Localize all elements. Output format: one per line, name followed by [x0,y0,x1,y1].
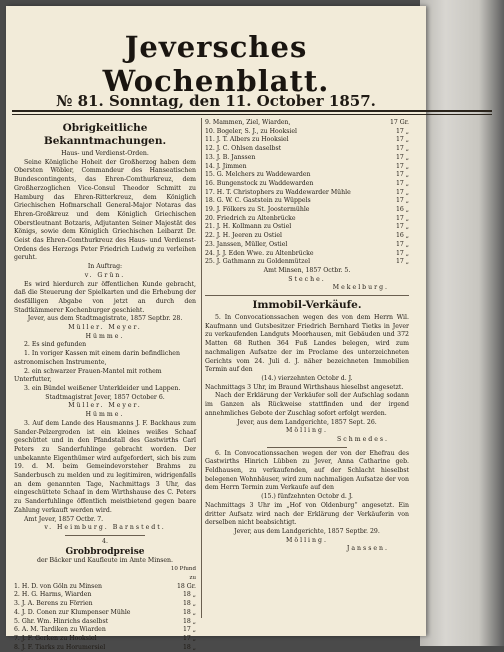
baker-name: 25. J. Gathmann zu Goldenmützel [205,258,311,266]
bread-price: 18 „ [182,591,196,599]
bread-price-row [205,215,409,224]
bread-price: 17 „ [395,127,409,135]
left-column [14,119,196,652]
baker-name: 11. J. T. Albers zu Hooksiel [205,136,289,144]
bread-price-row [205,223,409,232]
bread-price-row [14,644,196,652]
bread-price: 16 „ [395,232,409,240]
estate-notice-5-signature-2: Schmedes. [337,435,389,443]
bread-signature-2: Mekelburg. [332,284,389,292]
bread-price-row [205,171,409,180]
bread-price-row [205,180,409,189]
bread-price-row [205,189,409,198]
baker-name: 15. G. Melchers zu Waddewarden [205,171,311,179]
bread-price: 17 „ [395,258,409,266]
bread-price: 17 „ [395,240,409,248]
bread-price-row [14,583,196,592]
estate-notice-6-time: Nachmittags 3 Uhr im „Hof von Oldenburg“ angesetzt. Ein dritter Aufsatz wird nach der Erklärung der Verkäuferin von derselben nicht beabsichtigt. [205,501,409,527]
bread-price: 17 „ [395,179,409,187]
bread-unit-header: 10 Pfund [170,566,196,573]
baker-name: 13. J. B. Janssen [205,153,256,161]
estate-notice-6-date: (15.) fünfzehnten Octobr d. J. [261,493,353,501]
baker-name: 8. J. F. Tiarks zu Horumersiel [14,643,106,651]
bread-price: 17 „ [395,171,409,179]
divider [65,535,145,536]
header-rule [12,110,492,112]
notice-sheep-signature: v. Heimburg. Barnstedt. [44,524,166,532]
baker-name: 18. G. W. C. Gaststein zu Wüppels [205,197,311,205]
estate-notice-5-terms: Nach der Erklärung der Verkäufer soll der Aufschlag sodann im Ganzen als Rückweise stattfinden und der irgend annehmliches Gebote der Zuschlag sofort erfolgt werden. [205,392,409,417]
notice-cards-signature-2: Hümme. [85,332,125,340]
estate-notice-5-signature: Mölling. [286,427,328,435]
estate-notice-6-signature-2: Janssen. [346,545,389,553]
notice-found-signature-2: Hümme. [85,411,125,419]
bread-notice-number: 4. [102,537,108,545]
bread-price: 17 „ [395,136,409,144]
notice-cards-text: Es wird hierdurch zur öffentlichen Kunde gebracht, daß die Steuerung der Spielkarten und die Erhebung der desfälligen Abgabe von jetzt an durch den Stadtkämmerer Kochenburger geschieht. [14,280,196,314]
bread-place: Amt Minsen, 1857 Octbr. 5. [263,266,351,274]
masthead-title: Jeversches Wochenblatt. [102,30,330,98]
bread-price-list-continued [205,119,409,267]
bread-price: 17 „ [395,214,409,222]
found-item: 3. ein Bündel weißener Unterkleider und Lappen. [24,384,181,392]
divider [267,447,347,448]
book-page-edges [420,0,504,646]
notice-cards-place: Jever, aus dem Stadtmagistrate, 1857 Septbr. 28. [27,315,183,323]
baker-name: 6. A. M. Tardiken zu Wiarden [14,626,106,634]
baker-name: 20. Friedrich zu Altenbrücke [205,214,296,222]
baker-name: 16. Bungenstock zu Waddewarden [205,179,314,187]
bread-price-row [205,206,409,215]
baker-name: 1. H. D. von Göln zu Minsen [14,582,102,590]
bread-price: 17 „ [395,188,409,196]
bread-price-row [205,241,409,250]
bread-price: 17 „ [182,626,196,634]
baker-name: 9. Mammen, Ziel, Wiarden, [205,119,291,126]
baker-name: 7. J. F. Gerken zu Hooksiel [14,634,97,642]
bread-price-row [14,600,196,609]
section-official-notices-title: Obrigkeitliche Bekanntmachungen. [43,122,167,147]
bread-price-row [205,154,409,163]
bread-price-row [205,163,409,172]
baker-name: 10. Bogeler, S. J., zu Hooksiel [205,127,298,135]
bread-price-row [205,119,409,128]
notice-found-heading: 2. Es sind gefunden [24,341,87,349]
estate-notice-5-text: 5. In Convocationssachen wegen des von dem Herrn Wil. Kaufmann und Gutsbesitzer Friedrich Bernhard Tietks in Jever zu verkaufenden Landguts Moorhausen, mit Gebäuden und 372 Matten 68 Ruthen 364 Fuß Landes belegen, wird zum nachmaligen Aufsatze der im Proclame des unterzeichneten Gerichts vom 24. Juli d. J. näher bezeichneten Immobilien Termin auf den [205,314,409,374]
issue-dateline: № 81. Sonntag, den 11. October 1857. [56,92,376,110]
bread-price: 18 Gr. [176,582,196,590]
bread-price-list [14,583,196,652]
found-item: 1. In voriger Kassen mit einem darin befindlichen astronomischen Instrumente, [14,350,180,366]
bread-price-row [205,197,409,206]
estate-notice-6-signature: Mölling. [286,536,328,544]
notice-cards-signature: Müller. Meyer. [68,324,142,332]
estate-notice-6-text: 6. In Convocationssachen wegen der von der Ehefrau des Gastwirths Hinrich Lübben zu Jever, Anna Catharine geb. Feldhausen, zu verkaufenden, auf der Schlacht hieselbst belegenen Wohnhäuser, wird zum nachmaligen Aufsatze der von dem Herrn Termin zum Verkaufe auf den [205,449,409,492]
bread-price: 18 „ [182,617,196,625]
bread-price-row [14,609,196,618]
bread-price: 16 „ [395,206,409,214]
bread-price-row [205,128,409,137]
bread-price-row [14,618,196,627]
found-item: 2. ein schwarzer Frauen-Mantel mit rothem Unterfutter, [14,367,162,384]
bread-price: 17 „ [395,223,409,231]
bread-price: 17 „ [182,634,196,642]
baker-name: 19. J. Fölkers zu St. Joostermühle [205,206,310,214]
estate-notice-5-place: Jever, aus dem Landgerichte, 1857 Sept. 26. [237,418,377,426]
baker-name: 22. J. H. Jeeren zu Ostiel [205,232,283,240]
bread-price-row [14,635,196,644]
baker-name: 24. J. J. Eden Wwe. zu Altenbrücke [205,249,314,257]
notice-sheep-place: Amt Jever, 1857 Octbr. 7. [24,515,104,523]
right-column [205,119,409,554]
baker-name: 4. J. D. Conen zur Klumpenser Mühle [14,608,131,616]
notice-sheep-text: 3. Auf dem Lande des Hausmanns J. F. Backhaus zum Sander-Pelzergroden ist ein kleines weißes Schaaf geschüttet und in den Pfandstall des Gastwirths Carl Peters zu Sanderfuhlinge gebracht worden. Der unbekannte Eigenthümer wird aufgefordert, sich bis zum 19. d. M. beim Gemeindevorsteher Brahms zu Sanderbusch zu melden und zu legitimiren, widrigenfalls an dem genannten Tage, Nachmittags 3 Uhr, das eingeschüttete Schaaf in dem Wirthshause des C. Peters zu Sanderfuhlinge öffentlich meistbietend gegen baare Zahlung verkauft werden wird. [14,419,196,514]
estate-notice-5-time: Nachmittags 3 Uhr, im Braund Wirthshaus hieselbst angesetzt. [205,383,404,391]
header-rule-thin [12,114,492,115]
bread-price-row [205,232,409,241]
order-subtitle: Haus- und Verdienst-Orden. [61,150,149,157]
notice-found-place: Stadtmagistrat Jever, 1857 October 6. [45,393,165,401]
bread-price: 17 „ [395,153,409,161]
bread-price: 17 „ [395,197,409,205]
bread-price-row [205,136,409,145]
bread-prices-title: Grobbrodpreise [65,546,145,557]
baker-name: 12. J. C. Ohlsen daselbst [205,145,282,153]
baker-name: 17. H. T. Christophers zu Waddewarder Mühle [205,188,351,196]
bread-price-row [205,258,409,267]
bread-price-row [14,591,196,600]
baker-name: 14. J. Jimmen [205,162,247,170]
bread-price-row [14,626,196,635]
bread-price: 17 „ [395,249,409,257]
divider [205,295,409,296]
notice-order-signature: v. Grün. [84,271,126,279]
notice-order-auth: In Auftrag: [87,263,123,271]
bread-price: 18 „ [182,643,196,651]
bread-price-row [205,145,409,154]
baker-name: 3. J. A. Berens zu Förrien [14,600,93,608]
baker-name: 5. Ghr. Wm. Hinrichs daselbst [14,617,109,625]
bread-signature: Steche. [288,275,326,283]
estate-notice-6-place: Jever, aus dem Landgerichte, 1857 Septbr. 29. [234,527,380,535]
notice-order-text: Seine Königliche Hoheit der Großherzog haben dem Obersten Wöbler, Commandeur des Hanseatischen Bundescontingents, das Ehren-Comthurkreuz, dem Großherzoglichen Vice-Consul Theodor Schmitt zu Hamburg das Ehren-Ritterkreuz, dem Königlich Griechischen Hofmarschall General-Major Notaras das Ehren-Großkreuz und dem Königlich Griechischen Oberstleutnant Botzaris, Adjutanten Seiner Majestät des Königs, sowie dem Königlich Griechischen Leibarzt Dr. Geist das Ehren-Comthurkreuz des Haus- und Verdienst-Ordens des Herzogs Peter Friedrich Ludwig zu verleihen geruht. [14,158,196,262]
notice-found-signature: Müller. Meyer. [68,402,142,410]
bread-price: 18 „ [182,608,196,616]
bread-unit-header-2: zu [189,575,196,582]
section-real-estate-title: Immobil-Verkäufe. [252,299,362,312]
bread-prices-subtitle: der Bäcker und Kaufleute im Amte Minsen. [36,556,174,564]
column-divider [201,118,202,618]
bread-price: 18 „ [182,600,196,608]
bread-price: 17 Gr. [389,119,409,126]
bread-price: 17 „ [395,145,409,153]
baker-name: 23. Janssen, Müller, Ostiel [205,240,288,248]
baker-name: 21. J. H. Kollmann zu Ostiel [205,223,292,231]
baker-name: 2. H. G. Harms, Wiarden [14,591,92,599]
bread-price: 17 „ [395,162,409,170]
bread-price-row [205,250,409,259]
estate-notice-5-date: (14.) vierzehnten Octobr d. J. [261,374,353,382]
